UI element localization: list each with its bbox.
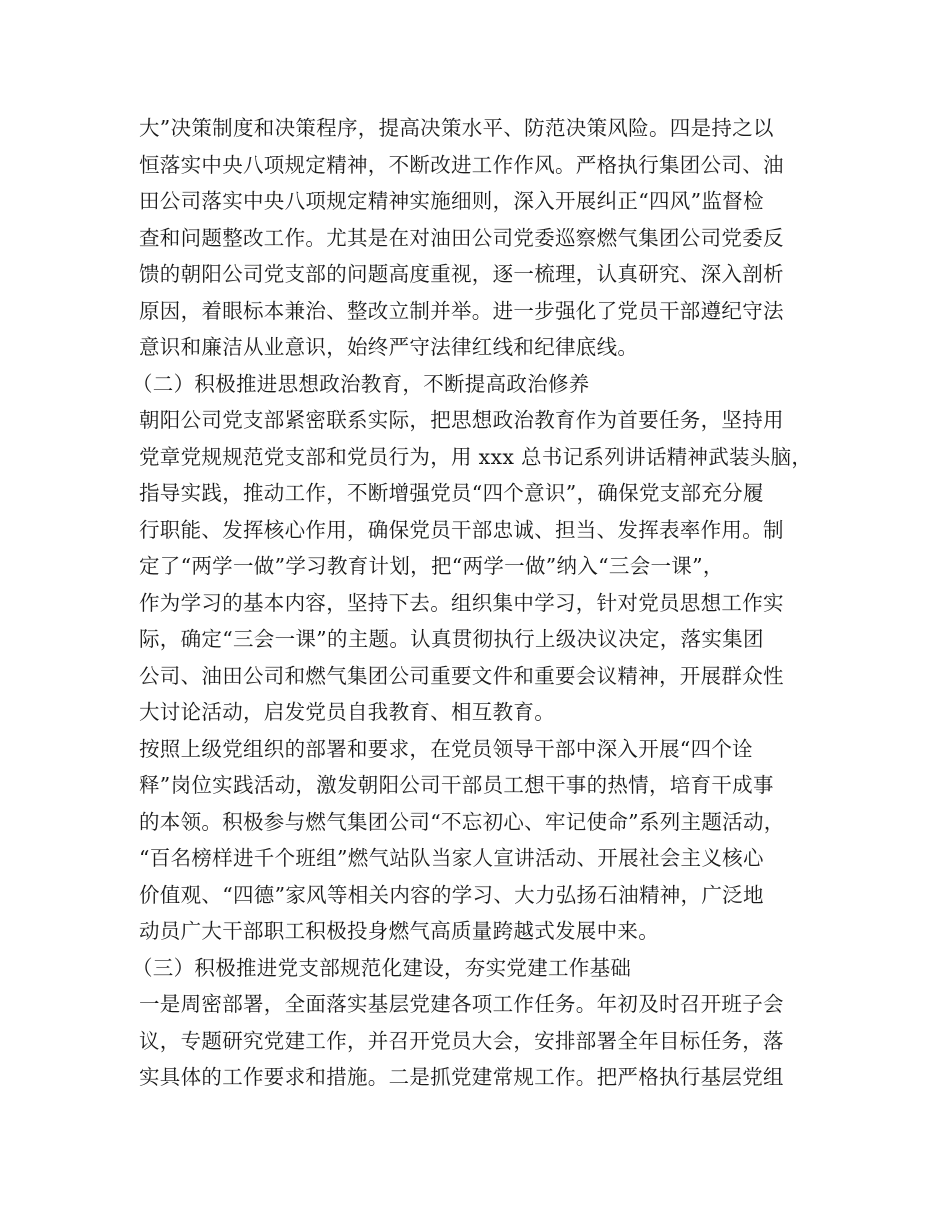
text-line: 公司、油田公司和燃气集团公司重要文件和重要会议精神，开展群众性	[139, 663, 784, 688]
text-line: 朝阳公司党支部紧密联系实际，把思想政治教育作为首要任务，坚持用	[139, 408, 784, 432]
text-line: 议，专题研究党建工作，并召开党员大会，安排部署全年目标任务，落	[139, 1028, 784, 1053]
text-line: 行职能、发挥核心作用，确保党员干部忠诚、担当、发挥表率作用。制	[139, 517, 784, 542]
document-body	[132, 110, 829, 1096]
text-line: 的本领。积极参与燃气集团公司“不忘初心、牢记使命”系列主题活动，	[139, 809, 785, 834]
text-line: 按照上级党组织的部署和要求，在党员领导干部中深入开展“四个诠	[139, 736, 753, 761]
text-line: 田公司落实中央八项规定精神实施细则，深入开展纠正“四风”监督检	[139, 189, 764, 213]
text-line: 恒落实中央八项规定精神，不断改进工作作风。严格执行集团公司、油	[139, 152, 784, 177]
text-line: 际，确定“三会一课”的主题。认真贯彻执行上级决议决定，落实集团	[139, 627, 764, 651]
text-line: 大讨论活动，启发党员自我教育、相互教育。	[139, 700, 555, 724]
text-line: 实具体的工作要求和措施。二是抓党建常规工作。把严格执行基层党组	[139, 1065, 784, 1089]
text-line: “百名榜样进千个班组”燃气站队当家人宣讲活动、开展社会主义核心	[139, 846, 764, 870]
text-line: 释”岗位实践活动，激发朝阳公司干部员工想干事的热情，培育干成事	[139, 773, 774, 797]
text-line: 查和问题整改工作。尤其是在对油田公司党委巡察燃气集团公司党委反	[139, 225, 784, 250]
text-line: 作为学习的基本内容，坚持下去。组织集中学习，针对党员思想工作实	[139, 590, 784, 615]
section-heading: （三）积极推进党支部规范化建设，夯实党建工作基础	[132, 955, 632, 980]
text-line: 原因，着眼标本兼治、整改立制并举。进一步强化了党员干部遵纪守法	[139, 298, 784, 323]
section-heading: （二）积极推进思想政治教育，不断提高政治修养	[132, 371, 590, 396]
text-line: 意识和廉洁从业意识，始终严守法律红线和纪律底线。	[139, 335, 639, 359]
text-line: 党章党规规范党支部和党员行为，用 xxx 总书记系列讲话精神武装头脑，	[139, 444, 813, 469]
text-line: 定了“两学一做”学习教育计划，把“两学一做”纳入“三会一课”，	[139, 554, 724, 578]
text-line: 馈的朝阳公司党支部的问题高度重视，逐一梳理，认真研究、深入剖析	[139, 262, 784, 286]
text-line: 大”决策制度和决策程序，提高决策水平、防范决策风险。四是持之以	[139, 116, 774, 140]
text-line: 一是周密部署，全面落实基层党建各项工作任务。年初及时召开班子会	[139, 992, 784, 1016]
text-line: 价值观、“四德”家风等相关内容的学习、大力弘扬石油精神，广泛地	[139, 882, 764, 907]
text-line: 指导实践，推动工作，不断增强党员“四个意识”，确保党支部充分履	[139, 481, 764, 505]
text-line: 动员广大干部职工积极投身燃气高质量跨越式发展中来。	[139, 919, 659, 943]
